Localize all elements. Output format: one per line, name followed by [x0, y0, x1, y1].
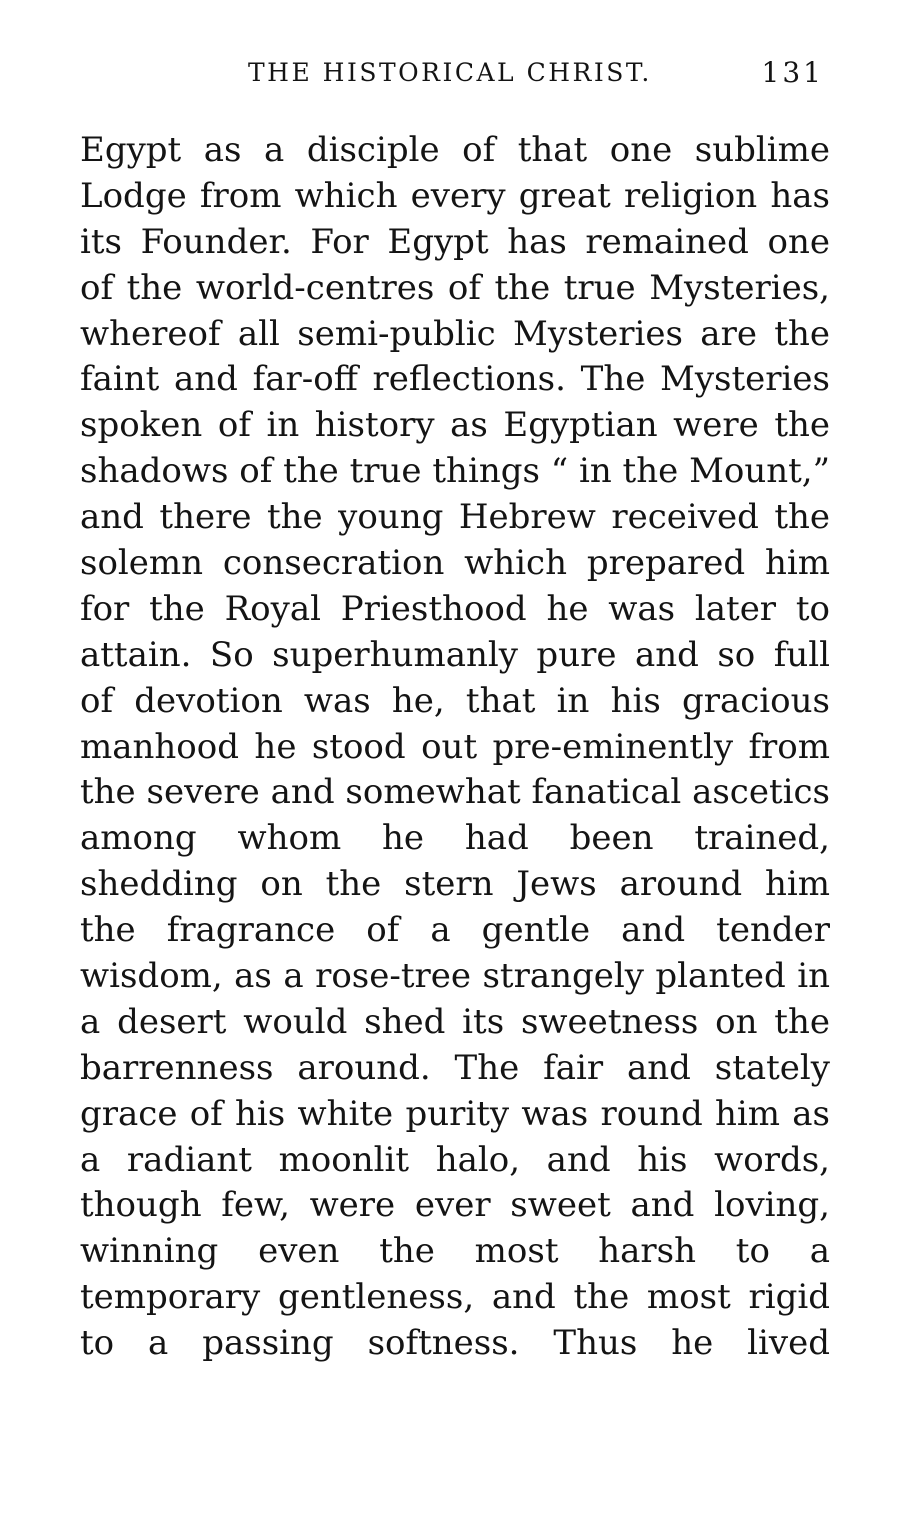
text-line: of devotion was he, that in his gracious	[80, 680, 830, 721]
text-line: solemn consecration which prepared him	[80, 543, 830, 584]
text-line: shedding on the stern Jews around him	[80, 864, 830, 905]
text-line: whereof all semi-public Mysteries are the	[80, 313, 830, 354]
text-line: manhood he stood out pre-eminently from	[80, 726, 830, 767]
text-line: barrenness around. The fair and stately	[80, 1047, 830, 1088]
text-line: though few, were ever sweet and loving,	[80, 1185, 830, 1226]
text-line: its Founder. For Egypt has remained one	[80, 221, 830, 262]
running-header	[80, 58, 830, 98]
text-line: to a passing softness. Thus he lived	[80, 1323, 830, 1364]
text-line: for the Royal Priesthood he was later to	[80, 588, 830, 629]
text-line: Lodge from which every great religion has	[80, 175, 830, 216]
text-line: attain. So superhumanly pure and so full	[80, 634, 830, 675]
text-line: a radiant moonlit halo, and his words,	[80, 1139, 830, 1180]
text-line: of the world-centres of the true Mysteries,	[80, 267, 830, 308]
text-line: wisdom, as a rose-tree strangely planted in	[80, 956, 830, 997]
body-text	[80, 128, 830, 1367]
text-line: Egypt as a disciple of that one sublime	[80, 130, 830, 170]
page-number: 131	[761, 56, 824, 89]
text-line: shadows of the true things “ in the Mount,”	[80, 451, 830, 492]
text-line: among whom he had been trained,	[80, 818, 830, 859]
text-line: grace of his white purity was round him as	[80, 1093, 830, 1134]
text-line: temporary gentleness, and the most rigid	[80, 1277, 830, 1318]
text-line: a desert would shed its sweetness on the	[80, 1001, 830, 1042]
text-line: the severe and somewhat fanatical ascetics	[80, 772, 830, 813]
running-title: THE HISTORICAL CHRIST.	[248, 58, 652, 87]
text-line: winning even the most harsh to a	[80, 1231, 830, 1272]
text-line: spoken of in history as Egyptian were the	[80, 405, 830, 446]
text-line: faint and far-off reflections. The Mysteries	[80, 359, 830, 400]
text-line: and there the young Hebrew received the	[80, 497, 830, 538]
text-line: the fragrance of a gentle and tender	[80, 910, 830, 951]
